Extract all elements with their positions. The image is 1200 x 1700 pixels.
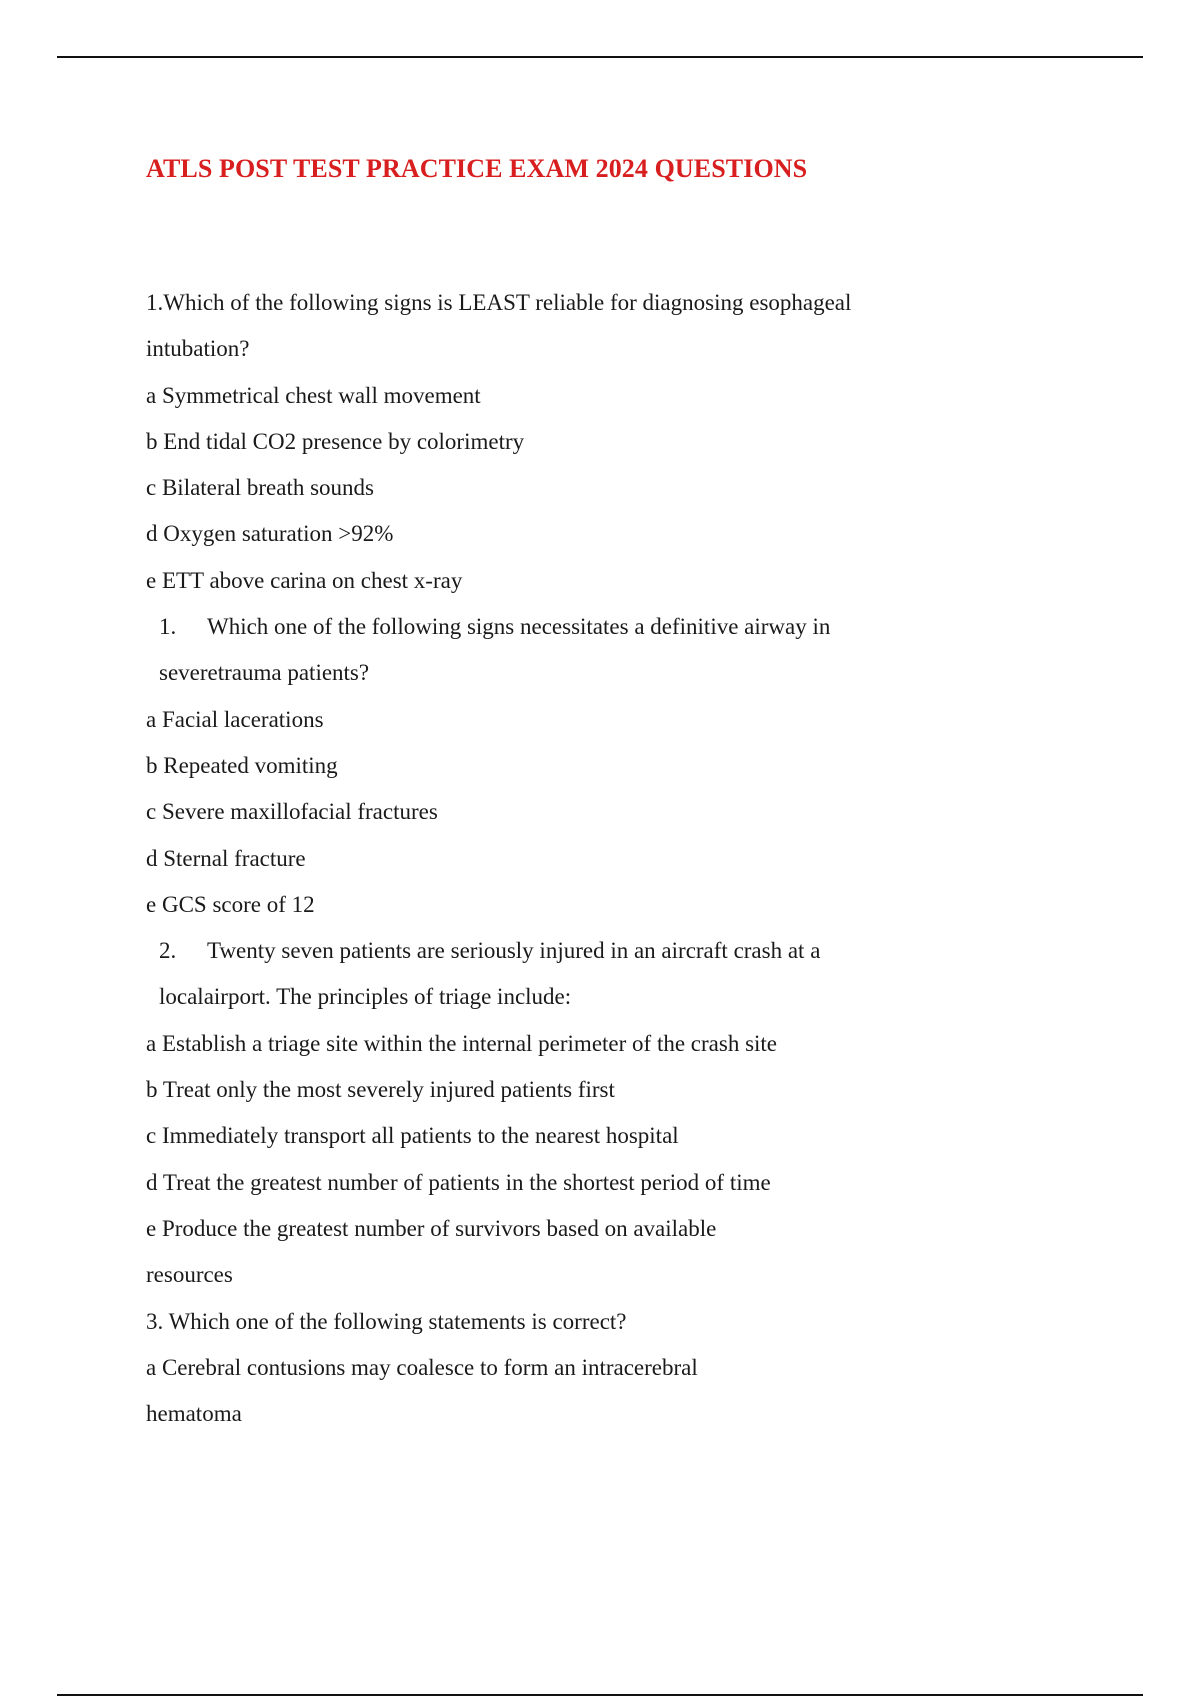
question-3-option-d: d Treat the greatest number of patients in the shortest period of time bbox=[146, 1169, 771, 1195]
question-2-option-c: c Severe maxillofacial fractures bbox=[146, 799, 438, 825]
question-4-stem-line-1: 3. Which one of the following statements is correct? bbox=[146, 1308, 627, 1334]
question-1-stem-line-1: 1.Which of the following signs is LEAST reliable for diagnosing esophageal bbox=[146, 290, 852, 315]
question-4-option-a: a Cerebral contusions may coalesce to form an intracerebral bbox=[146, 1354, 698, 1380]
question-1-option-e: e ETT above carina on chest x-ray bbox=[146, 567, 463, 593]
question-1-option-c: c Bilateral breath sounds bbox=[146, 475, 375, 501]
document-title: ATLS POST TEST PRACTICE EXAM 2024 QUESTIONS bbox=[146, 154, 808, 183]
question-1-option-a: a Symmetrical chest wall movement bbox=[146, 382, 481, 408]
question-2-option-e: e GCS score of 12 bbox=[146, 891, 315, 917]
question-1-option-d: d Oxygen saturation >92% bbox=[146, 521, 394, 547]
question-2-stem-text: Which one of the following signs necessitates a definitive airway in bbox=[207, 614, 831, 640]
question-2-option-d: d Sternal fracture bbox=[146, 845, 306, 871]
document-body bbox=[146, 280, 1046, 1437]
question-1-stem-line-2: intubation? bbox=[146, 336, 250, 362]
question-3-option-a: a Establish a triage site within the internal perimeter of the crash site bbox=[146, 1030, 778, 1056]
footer-rule bbox=[57, 1694, 1143, 1696]
question-3-number: 2. bbox=[159, 938, 177, 964]
question-2-option-a: a Facial lacerations bbox=[146, 706, 324, 732]
question-2-stem-line-2: severetrauma patients? bbox=[159, 660, 370, 686]
question-4-option-a-continued: hematoma bbox=[146, 1401, 242, 1427]
question-3-stem-line-2: localairport. The principles of triage include: bbox=[159, 984, 572, 1010]
question-2-option-b: b Repeated vomiting bbox=[146, 752, 338, 778]
header-rule bbox=[57, 56, 1143, 58]
question-3-option-e-continued: resources bbox=[146, 1262, 233, 1288]
question-2-stem-line-1 bbox=[146, 604, 1046, 650]
question-3-stem-line-1 bbox=[146, 928, 1046, 974]
question-1-option-b: b End tidal CO2 presence by colorimetry bbox=[146, 428, 525, 454]
question-3-option-b: b Treat only the most severely injured patients first bbox=[146, 1077, 615, 1103]
question-3-option-e: e Produce the greatest number of survivors based on available bbox=[146, 1215, 717, 1241]
question-3-stem-text: Twenty seven patients are seriously injured in an aircraft crash at a bbox=[207, 938, 821, 964]
question-2-number: 1. bbox=[159, 614, 177, 640]
question-3-option-c: c Immediately transport all patients to the nearest hospital bbox=[146, 1123, 679, 1149]
